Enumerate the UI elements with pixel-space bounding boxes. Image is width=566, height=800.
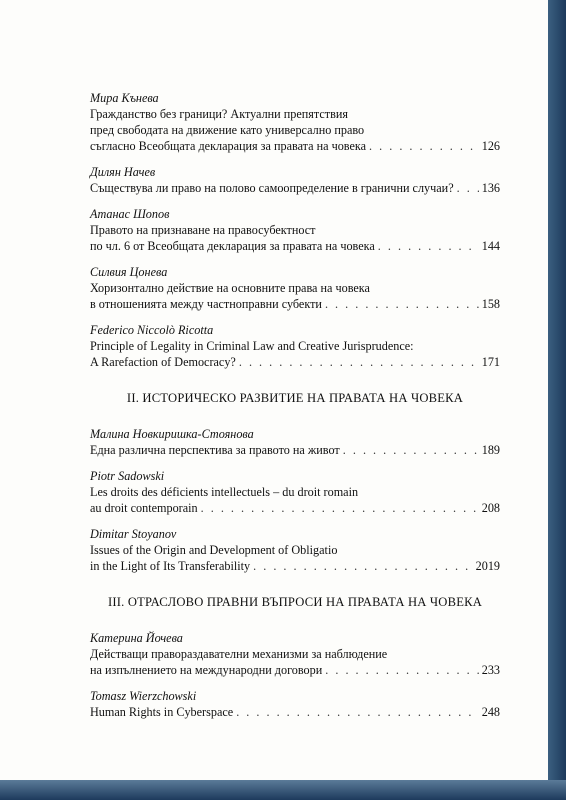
toc-section-3 [90,630,500,720]
entry-last-line [90,500,500,516]
page-number: 158 [481,297,500,311]
toc-entry [90,206,500,254]
entry-title-line: in the Light of Its Transferability [90,559,251,573]
entry-last-line [90,296,500,312]
entry-author: Tomasz Wierzchowski [90,689,197,703]
entry-title-line: Les droits des déficients intellectuels – du droit romain [90,485,359,499]
toc-entry [90,630,500,678]
toc-entry [90,264,500,312]
toc-section-1 [90,90,500,370]
section-heading: II. ИСТОРИЧЕСКО РАЗВИТИЕ НА ПРАВАТА НА ЧОВЕКА [126,391,464,405]
entry-last-line [90,662,500,678]
dot-leader [253,558,473,574]
entry-title-line: Съществува ли право на полово самоопределение в гранични случаи? [90,181,454,195]
page-number: 2019 [475,559,500,573]
entry-title-line: Гражданство без граници? Актуални препятствия [90,107,348,121]
dot-leader [369,138,479,154]
entry-author: Дилян Начев [90,165,156,179]
dot-leader [325,662,478,678]
entry-title-line: au droit contemporain [90,501,198,515]
entry-last-line [90,138,500,154]
page-number: 171 [481,355,500,369]
entry-title-line: Issues of the Origin and Development of Obligatio [90,543,338,557]
entry-author: Катерина Йочева [90,631,183,645]
page-number: 248 [481,705,500,719]
entry-last-line [90,180,500,196]
entry-author: Мира Кънева [90,91,159,105]
book-cover-bottom-edge [0,780,566,800]
dot-leader [236,704,479,720]
entry-title-line: Действащи правораздавателни механизми за наблюдение [90,647,388,661]
entry-title-line: Хоризонтално действие на основните права на човека [90,281,370,295]
dot-leader [325,296,479,312]
page-number: 233 [481,663,500,677]
dot-leader [457,180,479,196]
page-number: 208 [481,501,500,515]
entry-author: Малина Новкиришка-Стоянова [90,427,254,441]
toc-section-2 [90,426,500,574]
entry-author: Federico Niccolò Ricotta [90,323,214,337]
page-number: 126 [481,139,500,153]
entry-title-line: по чл. 6 от Всеобщата декларация за правата на човека [90,239,375,253]
entry-title-line: Правото на признаване на правосубектност [90,223,316,237]
page-number: 136 [481,181,500,195]
toc-entry [90,90,500,154]
entry-last-line [90,558,500,574]
toc-entry [90,322,500,370]
entry-title-line: на изпълнението на международни договори [90,663,323,677]
entry-last-line [90,354,500,370]
entry-title-line: Principle of Legality in Criminal Law and Creative Jurisprudence: [90,339,414,353]
entry-title-line: Една различна перспектива за правото на живот [90,443,340,457]
page-number: 144 [481,239,500,253]
entry-title-line: в отношенията между частноправни субекти [90,297,322,311]
entry-last-line [90,704,500,720]
entry-author: Piotr Sadowski [90,469,165,483]
entry-author: Атанас Шопов [90,207,170,221]
dot-leader [201,500,479,516]
entry-title-line: пред свободата на движение като универсално право [90,123,365,137]
entry-author: Силвия Цонева [90,265,168,279]
dot-leader [239,354,479,370]
toc-entry [90,688,500,720]
entry-last-line [90,238,500,254]
toc-entry [90,426,500,458]
dot-leader [343,442,479,458]
entry-title-line: Human Rights in Cyberspace [90,705,234,719]
toc-entry [90,468,500,516]
toc-entry [90,164,500,196]
entry-title-line: съгласно Всеобщата декларация за правата на човека [90,139,367,153]
toc-entry [90,526,500,574]
entry-author: Dimitar Stoyanov [90,527,177,541]
dot-leader [378,238,479,254]
table-of-contents [90,90,500,730]
page-number: 189 [481,443,500,457]
entry-last-line [90,442,500,458]
section-heading: III. ОТРАСЛОВО ПРАВНИ ВЪПРОСИ НА ПРАВАТА НА ЧОВЕКА [107,595,482,609]
book-cover-edge [548,0,566,800]
entry-title-line: A Rarefaction of Democracy? [90,355,236,369]
